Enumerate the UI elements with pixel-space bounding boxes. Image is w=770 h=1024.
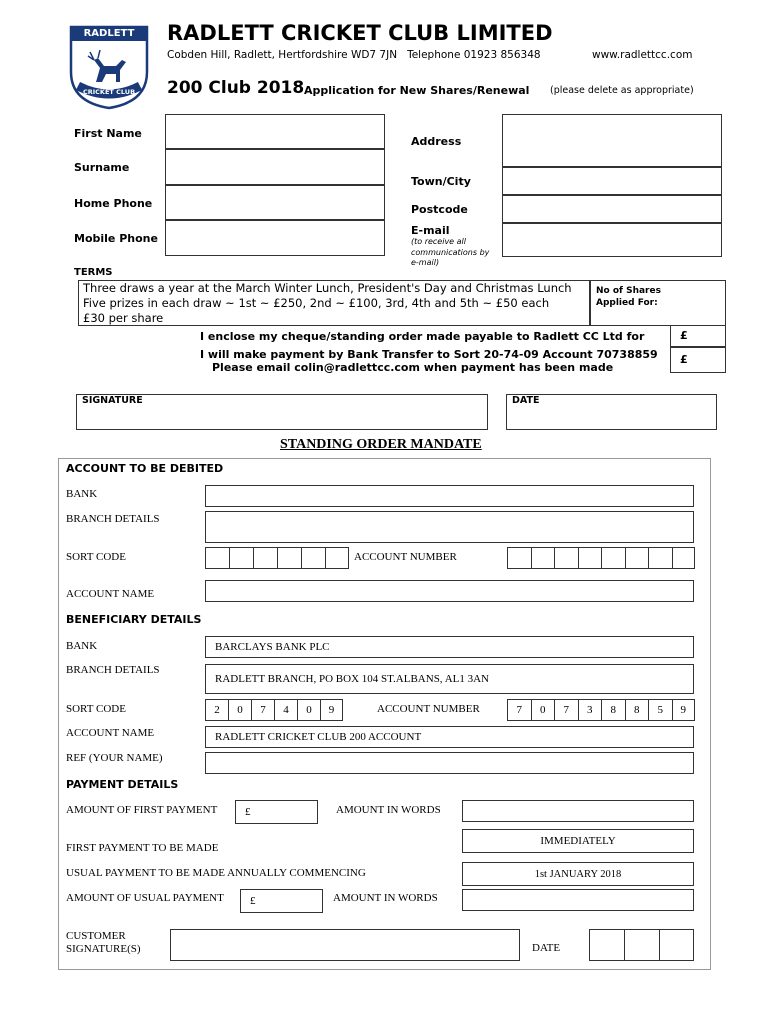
first-name-input[interactable] xyxy=(165,114,385,149)
home-phone-input[interactable] xyxy=(165,185,385,220)
transfer-amount-box[interactable] xyxy=(670,347,726,373)
ben-account-number-label: ACCOUNT NUMBER xyxy=(377,703,480,715)
terms-line-3: £30 per share xyxy=(83,311,164,325)
ben-account-name-value: RADLETT CRICKET CLUB 200 ACCOUNT xyxy=(215,731,422,743)
first-payment-box xyxy=(462,829,694,853)
ben-account-name-label: ACCOUNT NAME xyxy=(66,727,155,739)
first-payment-value: IMMEDIATELY xyxy=(540,835,616,847)
sort-cell[interactable] xyxy=(229,547,253,569)
first-amount-input[interactable] xyxy=(235,800,318,824)
first-words-input[interactable] xyxy=(462,800,694,822)
first-words-label: AMOUNT IN WORDS xyxy=(336,804,441,816)
email-input[interactable] xyxy=(502,223,722,257)
cheque-pound: £ xyxy=(680,329,688,342)
email-note: (to receive all communications by e-mail) xyxy=(411,237,490,267)
ref-label: REF (YOUR NAME) xyxy=(66,752,163,764)
account-cell[interactable] xyxy=(625,547,649,569)
surname-input[interactable] xyxy=(165,149,385,185)
customer-sig-input[interactable] xyxy=(170,929,520,961)
ben-account-cell: 5 xyxy=(648,699,672,721)
ben-account-cell: 0 xyxy=(531,699,555,721)
form-subtitle: Application for New Shares/Renewal xyxy=(304,84,530,97)
ben-branch-box xyxy=(205,664,694,694)
club-logo xyxy=(68,24,150,110)
terms-line-1: Three draws a year at the March Winter Lunch, President's Day and Christmas Lunch xyxy=(83,281,572,295)
usual-commencing-value: 1st JANUARY 2018 xyxy=(534,868,622,880)
date-cell[interactable] xyxy=(659,929,694,961)
signature-label: SIGNATURE xyxy=(82,395,143,406)
sort-cell[interactable] xyxy=(205,547,229,569)
mobile-phone-label: Mobile Phone xyxy=(74,232,158,245)
account-cell[interactable] xyxy=(578,547,602,569)
beneficiary-heading: BENEFICIARY DETAILS xyxy=(66,613,202,626)
sort-cell[interactable] xyxy=(301,547,325,569)
account-name-input[interactable] xyxy=(205,580,694,602)
debited-heading: ACCOUNT TO BE DEBITED xyxy=(66,462,224,475)
ben-branch-label: BRANCH DETAILS xyxy=(66,664,160,676)
email-payment-text: Please email colin@radlettcc.com when payment has been made xyxy=(212,361,614,374)
first-name-label: First Name xyxy=(74,127,142,140)
cheque-text: I enclose my cheque/standing order made payable to Radlett CC Ltd for xyxy=(200,330,645,343)
club-address: Cobden Hill, Radlett, Hertfordshire WD7 7JN Telephone 01923 856348 xyxy=(167,49,541,61)
ben-account-cell: 7 xyxy=(554,699,578,721)
account-name-label: ACCOUNT NAME xyxy=(66,588,155,600)
date-cell[interactable] xyxy=(589,929,624,961)
ben-sort-cell: 0 xyxy=(228,699,251,721)
bank-input[interactable] xyxy=(205,485,694,507)
address-label: Address xyxy=(411,135,462,148)
bank-label: BANK xyxy=(66,488,98,500)
ben-bank-box xyxy=(205,636,694,658)
ben-sort-cell: 2 xyxy=(205,699,228,721)
account-number-cells[interactable] xyxy=(507,547,695,569)
ben-account-number-cells xyxy=(507,699,695,721)
logo-text-bottom: CRICKET CLUB xyxy=(82,88,136,96)
address-input[interactable] xyxy=(502,114,722,167)
mandate-title: STANDING ORDER MANDATE xyxy=(280,437,482,452)
payment-heading: PAYMENT DETAILS xyxy=(66,778,179,791)
postcode-label: Postcode xyxy=(411,203,468,216)
sort-cell[interactable] xyxy=(325,547,349,569)
mandate-date-cells[interactable] xyxy=(589,929,694,961)
ben-bank-value: BARCLAYS BANK PLC xyxy=(215,641,330,653)
account-cell[interactable] xyxy=(531,547,555,569)
sort-cell[interactable] xyxy=(253,547,277,569)
account-cell[interactable] xyxy=(648,547,672,569)
home-phone-label: Home Phone xyxy=(74,197,153,210)
town-input[interactable] xyxy=(502,167,722,195)
account-cell[interactable] xyxy=(554,547,578,569)
ben-account-cell: 3 xyxy=(578,699,602,721)
ben-sort-code-cells xyxy=(205,699,343,721)
ben-account-cell: 9 xyxy=(672,699,696,721)
account-cell[interactable] xyxy=(507,547,531,569)
usual-commencing-box xyxy=(462,862,694,886)
account-cell[interactable] xyxy=(672,547,696,569)
usual-commencing-label: USUAL PAYMENT TO BE MADE ANNUALLY COMMENCING xyxy=(66,867,366,879)
town-label: Town/City xyxy=(411,175,471,188)
ben-sort-code-label: SORT CODE xyxy=(66,703,126,715)
account-cell[interactable] xyxy=(601,547,625,569)
ben-branch-value: RADLETT BRANCH, PO BOX 104 ST.ALBANS, AL1 3AN xyxy=(215,673,490,685)
club-website: www.radlettcc.com xyxy=(592,49,693,61)
shares-label: No of Shares Applied For: xyxy=(596,286,661,308)
first-amount-label: AMOUNT OF FIRST PAYMENT xyxy=(66,804,218,816)
first-payment-label: FIRST PAYMENT TO BE MADE xyxy=(66,842,219,854)
cheque-amount-box[interactable] xyxy=(670,325,726,347)
postcode-input[interactable] xyxy=(502,195,722,223)
email-label: E-mail xyxy=(411,224,450,237)
ben-account-cell: 8 xyxy=(625,699,649,721)
account-number-label: ACCOUNT NUMBER xyxy=(354,551,457,563)
ben-bank-label: BANK xyxy=(66,640,98,652)
customer-sig-label: CUSTOMER SIGNATURE(S) xyxy=(66,930,141,955)
mandate-date-label: DATE xyxy=(532,942,561,954)
ben-account-cell: 8 xyxy=(601,699,625,721)
usual-words-label: AMOUNT IN WORDS xyxy=(333,892,438,904)
transfer-pound: £ xyxy=(680,353,688,366)
branch-input[interactable] xyxy=(205,511,694,543)
transfer-text: I will make payment by Bank Transfer to Sort 20-74-09 Account 70738859 xyxy=(200,348,658,361)
usual-amount-pound: £ xyxy=(250,895,256,907)
usual-words-input[interactable] xyxy=(462,889,694,911)
date-label: DATE xyxy=(512,395,540,406)
mobile-phone-input[interactable] xyxy=(165,220,385,256)
first-amount-pound: £ xyxy=(245,806,251,818)
ben-sort-cell: 7 xyxy=(251,699,274,721)
ben-sort-cell: 4 xyxy=(274,699,297,721)
ref-input[interactable] xyxy=(205,752,694,774)
branch-label: BRANCH DETAILS xyxy=(66,513,160,525)
usual-amount-label: AMOUNT OF USUAL PAYMENT xyxy=(66,892,224,904)
ben-account-name-box xyxy=(205,726,694,748)
club-name: RADLETT CRICKET CLUB LIMITED xyxy=(167,21,553,45)
ben-sort-cell: 9 xyxy=(320,699,343,721)
logo-text-top: RADLETT xyxy=(83,28,135,39)
ben-sort-cell: 0 xyxy=(297,699,320,721)
ben-account-cell: 7 xyxy=(507,699,531,721)
form-title: 200 Club 2018 xyxy=(167,78,305,98)
sort-cell[interactable] xyxy=(277,547,301,569)
terms-line-2: Five prizes in each draw ~ 1st ~ £250, 2nd ~ £100, 3rd, 4th and 5th ~ £50 each xyxy=(83,296,550,310)
surname-label: Surname xyxy=(74,161,130,174)
date-cell[interactable] xyxy=(624,929,659,961)
sort-code-cells[interactable] xyxy=(205,547,349,569)
delete-note: (please delete as appropriate) xyxy=(550,85,694,96)
usual-amount-input[interactable] xyxy=(240,889,323,913)
sort-code-label: SORT CODE xyxy=(66,551,126,563)
terms-heading: TERMS xyxy=(74,267,113,278)
